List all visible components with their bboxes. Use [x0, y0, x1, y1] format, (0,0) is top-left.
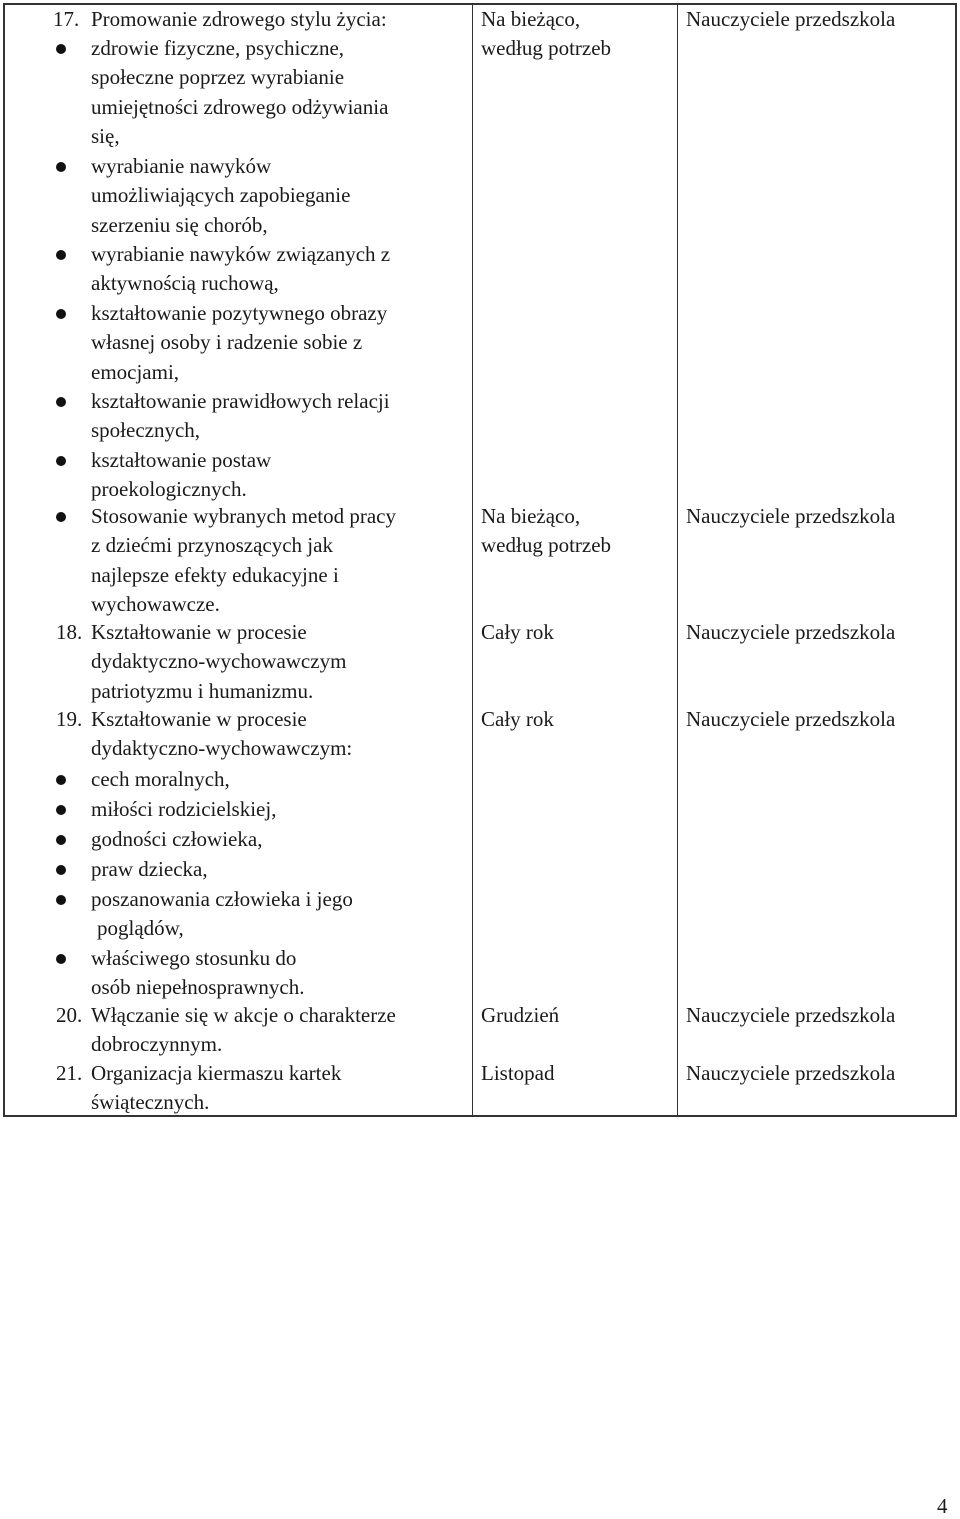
item-title: Kształtowanie w procesie [91, 707, 307, 731]
page-number: 4 [937, 1494, 948, 1518]
list-item-text: własnej osoby i radzenie sobie z [91, 330, 363, 355]
bullet-icon [56, 44, 66, 54]
list-item-text: godności człowieka, [91, 827, 263, 851]
responsible-cell: Nauczyciele przedszkola [686, 707, 896, 731]
bullet-icon [56, 512, 66, 522]
bullet-icon [56, 805, 66, 815]
bullet-icon [56, 162, 66, 172]
list-item-text: umiejętności zdrowego odżywiania [91, 94, 389, 119]
term-text: Na bieżąco, [481, 7, 581, 31]
bullet-icon [56, 954, 66, 964]
list-item-text: kształtowanie prawidłowych relacji [91, 389, 390, 413]
list-item-text: społeczne poprzez wyrabianie [91, 65, 345, 90]
list-item-text: społecznych, [91, 418, 201, 443]
list-item-text: kształtowanie pozytywnego obrazy [91, 301, 388, 325]
column-divider-1 [472, 5, 473, 1115]
list-item-text: miłości rodzicielskiej, [91, 797, 277, 821]
list-item-text: wyrabianie nawyków związanych z [91, 242, 391, 266]
bullet-icon [56, 865, 66, 875]
term-text: według potrzeb [481, 533, 612, 558]
term-text: według potrzeb [481, 36, 612, 61]
list-item-text: wychowawcze. [91, 591, 220, 616]
term-cell: Cały rok [481, 620, 554, 644]
list-item-text: aktywnością ruchową, [91, 271, 279, 296]
list-item-text: się, [91, 123, 120, 148]
list-item-text: umożliwiających zapobieganie [91, 183, 351, 208]
item-title: dydaktyczno-wychowawczym [91, 649, 347, 674]
item-number: 19. [56, 707, 83, 731]
list-item-text: Stosowanie wybranych metod pracy [91, 504, 397, 528]
term-text: Na bieżąco, [481, 504, 581, 528]
list-item-text: emocjami, [91, 359, 180, 384]
list-item-text: poglądów, [97, 916, 184, 941]
bullet-icon [56, 397, 66, 407]
item-number: 21. [56, 1061, 83, 1085]
bullet-icon [56, 775, 66, 785]
list-item-text: cech moralnych, [91, 767, 230, 791]
column-divider-2 [677, 5, 678, 1115]
list-item-text: osób niepełnosprawnych. [91, 975, 305, 1000]
term-cell: Listopad [481, 1061, 555, 1085]
responsible-cell: Nauczyciele przedszkola [686, 620, 896, 644]
bullet-icon [56, 456, 66, 466]
list-item-text: kształtowanie postaw [91, 448, 272, 472]
item-title: Włączanie się w akcje o charakterze [91, 1003, 396, 1027]
term-cell [481, 502, 661, 561]
term-cell [481, 5, 661, 64]
bullet-icon [56, 835, 66, 845]
list-item-text: praw dziecka, [91, 857, 208, 881]
term-cell: Cały rok [481, 707, 554, 731]
responsible-cell: Nauczyciele przedszkola [686, 1003, 896, 1027]
item-number: 18. [56, 620, 83, 644]
list-item-text: z dziećmi przynoszących jak [91, 533, 333, 558]
list-item-text: właściwego stosunku do [91, 946, 297, 970]
item-number: 17. [53, 7, 80, 31]
item-title: Organizacja kiermaszu kartek [91, 1061, 342, 1085]
term-cell: Grudzień [481, 1003, 560, 1027]
list-item-text: zdrowie fizyczne, psychiczne, [91, 36, 345, 60]
item-number: 20. [56, 1003, 83, 1027]
list-item-text: szerzeniu się chorób, [91, 212, 268, 237]
item-title: dydaktyczno-wychowawczym: [91, 736, 353, 761]
item-title: Promowanie zdrowego stylu życia: [91, 7, 387, 31]
item-title: patriotyzmu i humanizmu. [91, 678, 314, 703]
responsible-cell: Nauczyciele przedszkola [686, 1061, 896, 1085]
list-item-text: poszanowania człowieka i jego [91, 887, 353, 911]
list-item-text: najlepsze efekty edukacyjne i [91, 562, 339, 587]
item-title: Kształtowanie w procesie [91, 620, 307, 644]
list-item-text: wyrabianie nawyków [91, 154, 272, 178]
item-title: dobroczynnym. [91, 1032, 223, 1057]
bullet-icon [56, 895, 66, 905]
item-title: świątecznych. [91, 1090, 210, 1115]
list-item-text: proekologicznych. [91, 477, 247, 502]
bullet-icon [56, 250, 66, 260]
bullet-icon [56, 309, 66, 319]
responsible-cell: Nauczyciele przedszkola [686, 7, 896, 31]
responsible-cell: Nauczyciele przedszkola [686, 504, 896, 528]
